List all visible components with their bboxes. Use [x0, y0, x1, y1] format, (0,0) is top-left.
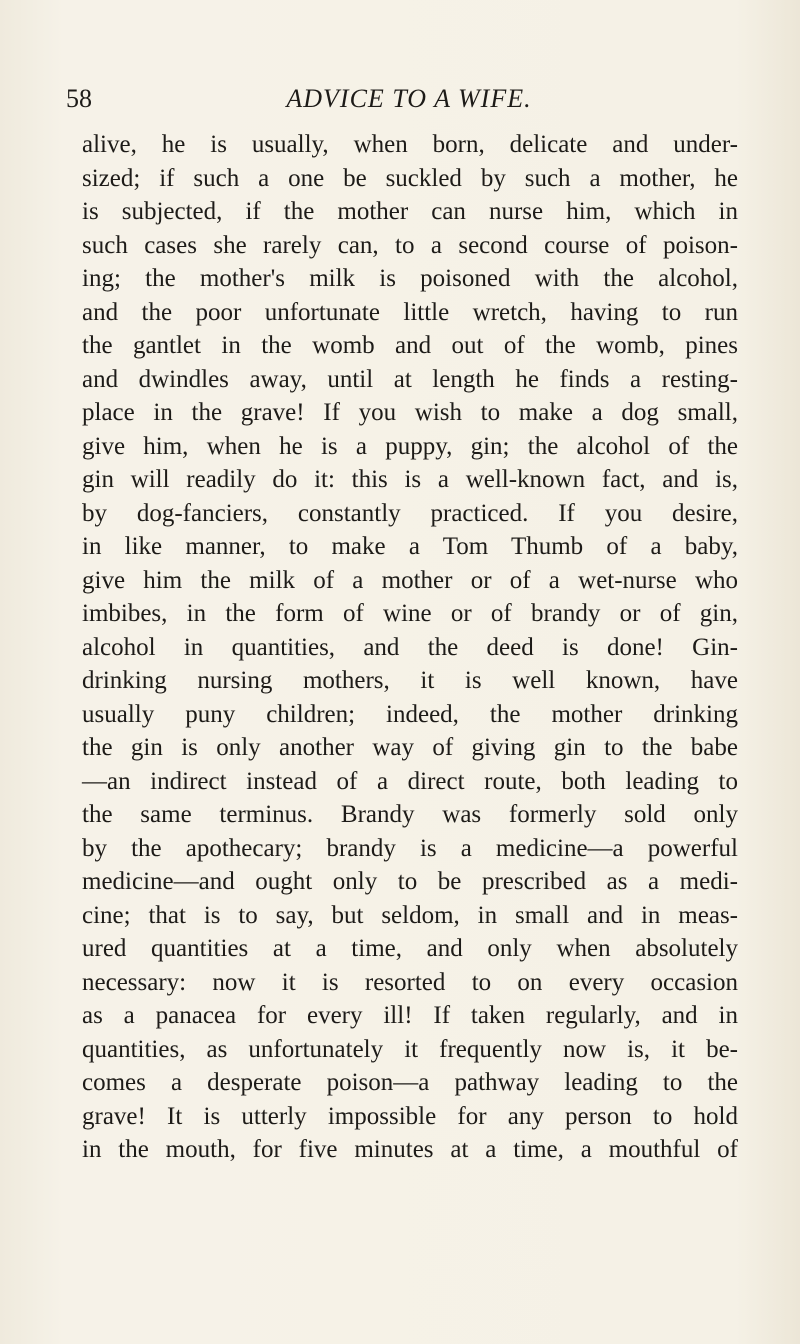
text-line: drinking nursing mothers, it is well known, have — [82, 667, 738, 694]
text-line: is subjected, if the mother can nurse him, which in — [82, 198, 738, 225]
text-line: ing; the mother's milk is poisoned with the alcohol, — [82, 265, 738, 292]
text-line: by dog-fanciers, constantly practiced. If you desire, — [82, 499, 738, 527]
text-line: the same terminus. Brandy was formerly sold only — [82, 801, 738, 828]
text-line: sized; if such a one be suckled by such a mother, he — [82, 164, 738, 192]
text-line: in like manner, to make a Tom Thumb of a baby, — [82, 533, 738, 560]
text-line: give him the milk of a mother or of a wet-nurse who — [82, 566, 738, 594]
text-line: alcohol in quantities, and the deed is done! Gin- — [82, 633, 738, 661]
text-line: usually puny children; indeed, the mother drinking — [82, 700, 738, 728]
text-line: cine; that is to say, but seldom, in small and in meas- — [82, 901, 738, 929]
text-line: alive, he is usually, when born, delicate and under- — [82, 131, 738, 158]
text-line: such cases she rarely can, to a second course of poison- — [82, 231, 738, 259]
text-line: give him, when he is a puppy, gin; the alcohol of the — [82, 432, 738, 460]
text-line: ured quantities at a time, and only when absolutely — [82, 935, 738, 962]
body-text — [82, 128, 738, 1167]
text-line: the gin is only another way of giving gin to the babe — [82, 734, 738, 761]
text-line: as a panacea for every ill! If taken regularly, and in — [82, 1002, 738, 1029]
text-line: by the apothecary; brandy is a medicine—a powerful — [82, 834, 738, 862]
text-line: and the poor unfortunate little wretch, having to run — [82, 298, 738, 326]
text-line: gin will readily do it: this is a well-known fact, and is, — [82, 466, 738, 493]
text-line: place in the grave! If you wish to make a dog small, — [82, 399, 738, 426]
text-line: the gantlet in the womb and out of the womb, pines — [82, 332, 738, 359]
text-line: imbibes, in the form of wine or of brandy or of gin, — [82, 600, 738, 627]
text-line: comes a desperate poison—a pathway leading to the — [82, 1069, 738, 1096]
page-number: 58 — [66, 84, 92, 113]
text-line: in the mouth, for five minutes at a time, a mouthful of — [82, 1136, 738, 1163]
text-line: grave! It is utterly impossible for any person to hold — [82, 1102, 738, 1130]
page-header — [64, 82, 744, 116]
running-head: ADVICE TO A WIFE. — [286, 84, 532, 113]
text-line: and dwindles away, until at length he finds a resting- — [82, 365, 738, 393]
text-line: medicine—and ought only to be prescribed as a medi- — [82, 868, 738, 895]
text-line: quantities, as unfortunately it frequently now is, it be- — [82, 1035, 738, 1063]
text-line: —an indirect instead of a direct route, both leading to — [82, 767, 738, 795]
text-line: necessary: now it is resorted to on every occasion — [82, 968, 738, 996]
